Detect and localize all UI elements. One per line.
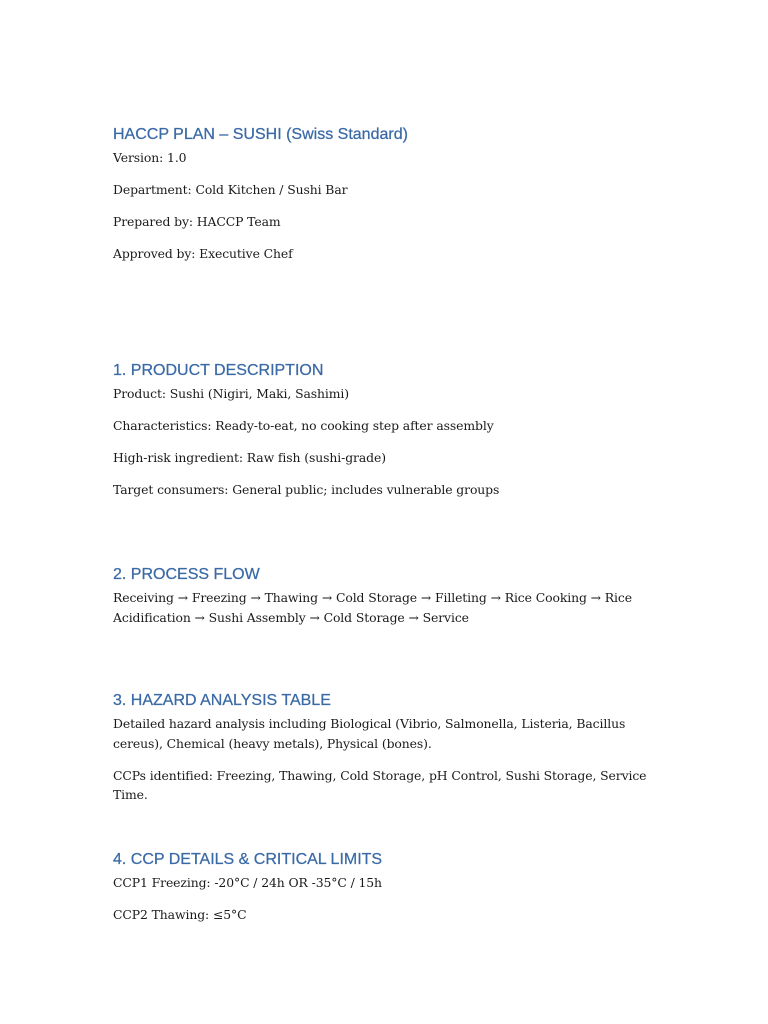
meta-version: Version: 1.0 <box>113 150 187 165</box>
section-heading: 4. CCP DETAILS & CRITICAL LIMITS <box>113 851 383 868</box>
section-paragraph: CCP1 Freezing: -20°C / 24h OR -35°C / 15h <box>113 875 382 890</box>
section-product-description <box>113 361 658 500</box>
document-title: HACCP PLAN – SUSHI (Swiss Standard) <box>113 126 408 143</box>
section-heading: 2. PROCESS FLOW <box>113 566 260 583</box>
meta-prepared-by: Prepared by: HACCP Team <box>113 214 281 229</box>
section-ccp-details <box>113 850 658 925</box>
section-heading: 3. HAZARD ANALYSIS TABLE <box>113 692 331 709</box>
section-process-flow <box>113 565 658 627</box>
section-paragraph: Detailed hazard analysis including Biological (Vibrio, Salmonella, Listeria, Bacillus cereus), Chemical (heavy metals), Physical (bones). <box>113 716 626 751</box>
section-paragraph: CCPs identified: Freezing, Thawing, Cold Storage, pH Control, Sushi Storage, Service Time. <box>113 767 647 802</box>
document-header <box>113 125 658 264</box>
section-heading: 1. PRODUCT DESCRIPTION <box>113 362 324 379</box>
section-paragraph: Characteristics: Ready-to-eat, no cooking step after assembly <box>113 418 494 433</box>
section-paragraph: Target consumers: General public; includes vulnerable groups <box>113 482 500 497</box>
section-paragraph: High-risk ingredient: Raw fish (sushi-grade) <box>113 450 386 465</box>
section-hazard-analysis <box>113 691 658 805</box>
meta-approved-by: Approved by: Executive Chef <box>113 246 293 261</box>
meta-department: Department: Cold Kitchen / Sushi Bar <box>113 182 348 197</box>
section-paragraph: Receiving → Freezing → Thawing → Cold Storage → Filleting → Rice Cooking → Rice Acidification → Sushi Assembly → Cold Storage → Service <box>113 590 632 625</box>
section-paragraph: Product: Sushi (Nigiri, Maki, Sashimi) <box>113 386 350 401</box>
section-paragraph: CCP2 Thawing: ≤5°C <box>113 907 247 922</box>
